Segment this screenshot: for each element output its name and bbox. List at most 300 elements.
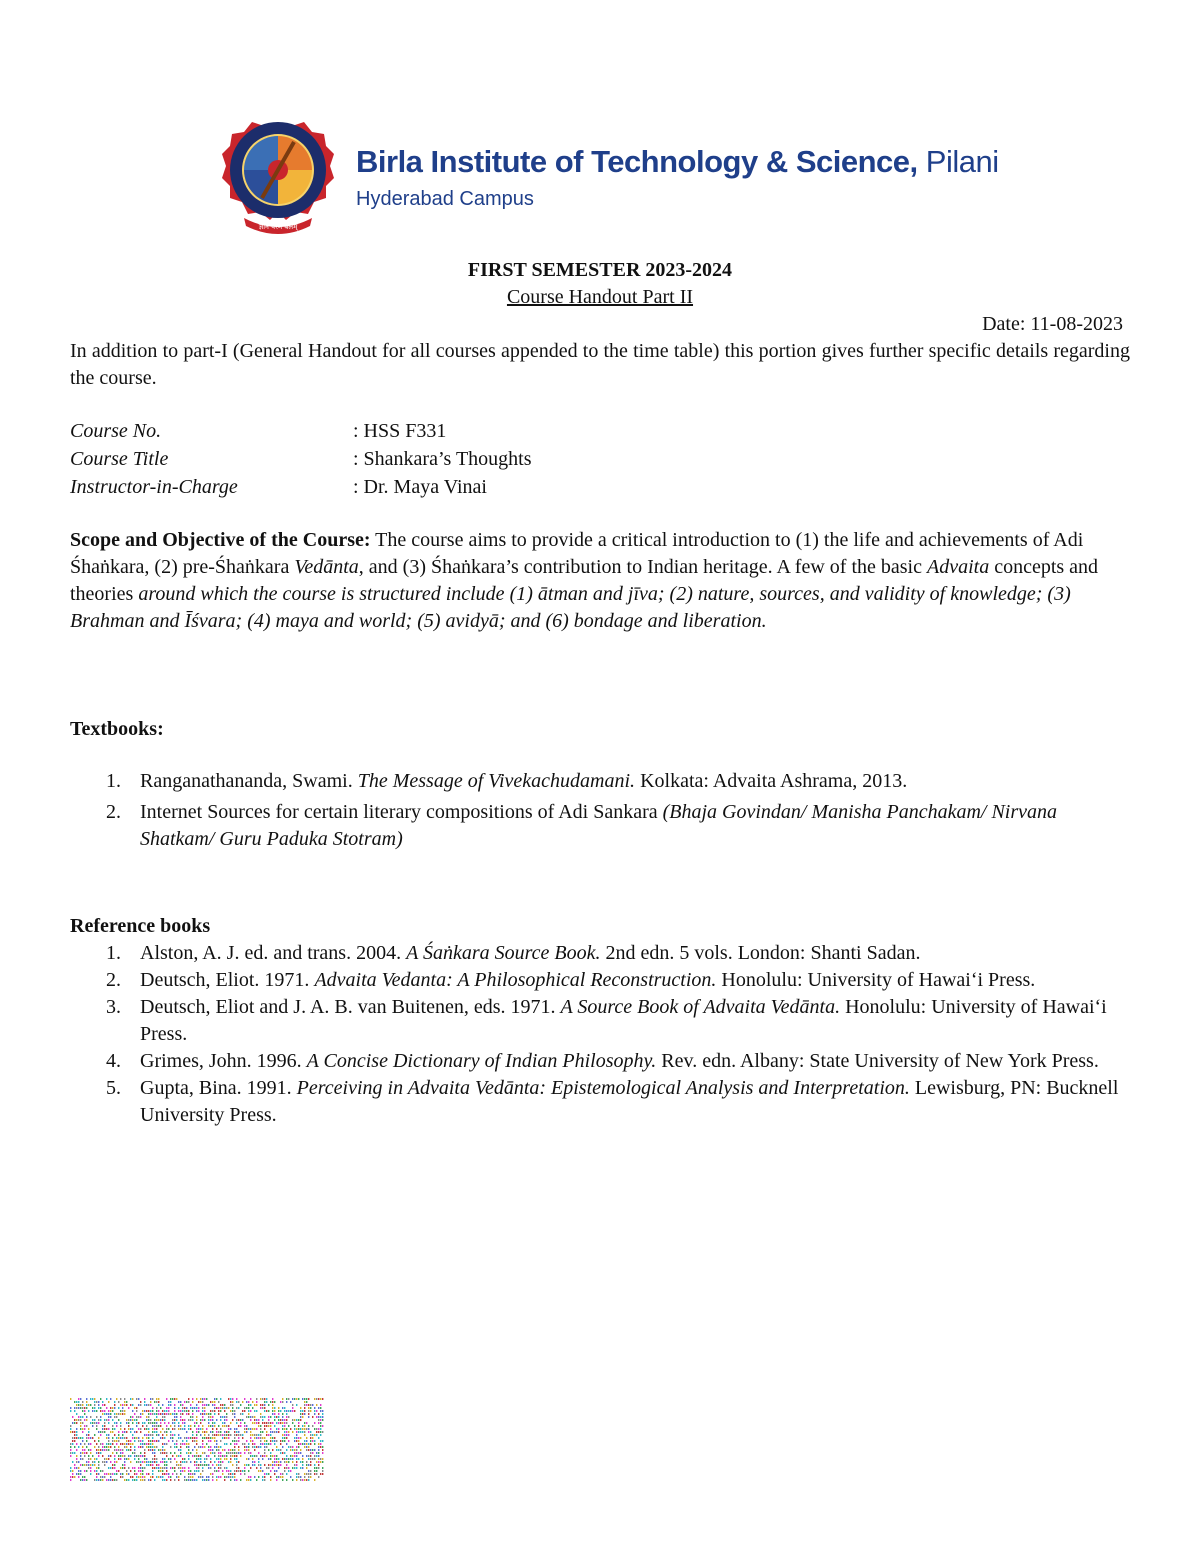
barcode-bar bbox=[160, 1449, 161, 1451]
barcode-bar bbox=[124, 1446, 125, 1448]
barcode-bar bbox=[316, 1434, 317, 1436]
barcode-bar bbox=[264, 1437, 265, 1439]
barcode-bar bbox=[134, 1437, 135, 1439]
barcode-bar bbox=[258, 1422, 259, 1424]
barcode-bar bbox=[234, 1479, 235, 1481]
barcode-bar bbox=[92, 1410, 93, 1412]
barcode-bar bbox=[196, 1461, 197, 1463]
barcode-bar bbox=[250, 1404, 251, 1406]
barcode-bar bbox=[306, 1404, 307, 1406]
barcode-bar bbox=[206, 1458, 207, 1460]
barcode-bar bbox=[114, 1458, 115, 1460]
barcode-bar bbox=[104, 1473, 105, 1475]
barcode-bar bbox=[162, 1434, 163, 1436]
book-author: Gupta, Bina. 1991. bbox=[140, 1077, 297, 1099]
barcode-bar bbox=[110, 1476, 111, 1478]
barcode-bar bbox=[212, 1416, 213, 1418]
barcode-bar bbox=[190, 1428, 191, 1430]
barcode-bar bbox=[294, 1428, 295, 1430]
barcode-bar bbox=[254, 1455, 255, 1457]
barcode-bar bbox=[268, 1404, 269, 1406]
barcode-bar bbox=[266, 1401, 267, 1403]
barcode-bar bbox=[304, 1476, 305, 1478]
barcode-bar bbox=[120, 1467, 121, 1469]
barcode-bar bbox=[292, 1419, 293, 1421]
barcode-bar bbox=[144, 1467, 145, 1469]
barcode-bar bbox=[262, 1443, 263, 1445]
barcode-bar bbox=[192, 1416, 193, 1418]
barcode-bar bbox=[182, 1407, 183, 1409]
barcode-bar bbox=[244, 1449, 245, 1451]
barcode-bar bbox=[220, 1452, 221, 1454]
barcode-bar bbox=[288, 1431, 289, 1433]
barcode-bar bbox=[204, 1410, 205, 1412]
barcode-bar bbox=[204, 1407, 205, 1409]
barcode-bar bbox=[136, 1461, 137, 1463]
barcode-bar bbox=[146, 1434, 147, 1436]
barcode-bar bbox=[132, 1437, 133, 1439]
barcode-bar bbox=[76, 1404, 77, 1406]
barcode-bar bbox=[158, 1476, 159, 1478]
barcode-bar bbox=[210, 1419, 211, 1421]
barcode-bar bbox=[138, 1458, 139, 1460]
barcode-bar bbox=[276, 1476, 277, 1478]
barcode-bar bbox=[104, 1419, 105, 1421]
barcode-bar bbox=[76, 1443, 77, 1445]
barcode-bar bbox=[212, 1425, 213, 1427]
barcode-bar bbox=[312, 1458, 313, 1460]
barcode-bar bbox=[236, 1470, 237, 1472]
barcode-bar bbox=[304, 1434, 305, 1436]
barcode-bar bbox=[264, 1479, 265, 1481]
barcode-bar bbox=[300, 1449, 301, 1451]
barcode-bar bbox=[318, 1455, 319, 1457]
barcode-bar bbox=[162, 1470, 163, 1472]
barcode-bar bbox=[146, 1443, 147, 1445]
barcode-bar bbox=[78, 1446, 79, 1448]
barcode-bar bbox=[70, 1452, 71, 1454]
barcode-bar bbox=[282, 1413, 283, 1415]
barcode-bar bbox=[152, 1473, 153, 1475]
barcode-bar bbox=[292, 1431, 293, 1433]
barcode-bar bbox=[188, 1419, 189, 1421]
barcode-bar bbox=[112, 1407, 113, 1409]
barcode-bar bbox=[182, 1443, 183, 1445]
barcode-bar bbox=[86, 1470, 87, 1472]
barcode-bar bbox=[204, 1419, 205, 1421]
barcode-bar bbox=[302, 1413, 303, 1415]
barcode-bar bbox=[290, 1410, 291, 1412]
barcode-bar bbox=[308, 1455, 309, 1457]
barcode-bar bbox=[116, 1473, 117, 1475]
barcode-bar bbox=[132, 1443, 133, 1445]
barcode-bar bbox=[186, 1431, 187, 1433]
barcode-bar bbox=[222, 1473, 223, 1475]
barcode-bar bbox=[72, 1422, 73, 1424]
barcode-bar bbox=[126, 1437, 127, 1439]
barcode-bar bbox=[86, 1434, 87, 1436]
book-author: Deutsch, Eliot and J. A. B. van Buitenen, eds. 1971. bbox=[140, 996, 561, 1018]
barcode-bar bbox=[88, 1404, 89, 1406]
barcode-bar bbox=[270, 1443, 271, 1445]
barcode-bar bbox=[128, 1458, 129, 1460]
barcode-bar bbox=[164, 1410, 165, 1412]
barcode-bar bbox=[248, 1416, 249, 1418]
barcode-bar bbox=[262, 1422, 263, 1424]
barcode-bar bbox=[278, 1416, 279, 1418]
barcode-bar bbox=[218, 1431, 219, 1433]
barcode-bar bbox=[212, 1449, 213, 1451]
barcode-bar bbox=[108, 1401, 109, 1403]
barcode-bar bbox=[276, 1461, 277, 1463]
barcode-bar bbox=[226, 1476, 227, 1478]
barcode-bar bbox=[176, 1464, 177, 1466]
barcode-bar bbox=[94, 1458, 95, 1460]
barcode-bar bbox=[276, 1455, 277, 1457]
barcode-bar bbox=[252, 1416, 253, 1418]
barcode-bar bbox=[252, 1422, 253, 1424]
barcode-bar bbox=[214, 1461, 215, 1463]
barcode-bar bbox=[72, 1431, 73, 1433]
barcode-bar bbox=[270, 1434, 271, 1436]
barcode-bar bbox=[196, 1479, 197, 1481]
barcode-bar bbox=[182, 1422, 183, 1424]
barcode-bar bbox=[166, 1413, 167, 1415]
barcode-bar bbox=[100, 1470, 101, 1472]
barcode-bar bbox=[272, 1461, 273, 1463]
barcode-bar bbox=[72, 1437, 73, 1439]
barcode-bar bbox=[184, 1425, 185, 1427]
barcode-bar bbox=[278, 1464, 279, 1466]
barcode-bar bbox=[74, 1440, 75, 1442]
barcode-bar bbox=[178, 1455, 179, 1457]
barcode-bar bbox=[220, 1428, 221, 1430]
barcode-bar bbox=[188, 1413, 189, 1415]
barcode-bar bbox=[134, 1455, 135, 1457]
barcode-bar bbox=[218, 1410, 219, 1412]
barcode-bar bbox=[134, 1479, 135, 1481]
barcode-bar bbox=[322, 1449, 323, 1451]
barcode-bar bbox=[286, 1473, 287, 1475]
barcode-bar bbox=[142, 1410, 143, 1412]
barcode-bar bbox=[96, 1443, 97, 1445]
barcode-bar bbox=[94, 1398, 95, 1400]
barcode-bar bbox=[276, 1464, 277, 1466]
barcode-bar bbox=[310, 1470, 311, 1472]
barcode-bar bbox=[172, 1413, 173, 1415]
barcode-bar bbox=[192, 1449, 193, 1451]
barcode-bar bbox=[138, 1428, 139, 1430]
barcode-bar bbox=[278, 1419, 279, 1421]
barcode-bar bbox=[226, 1425, 227, 1427]
barcode-bar bbox=[178, 1428, 179, 1430]
barcode-bar bbox=[94, 1470, 95, 1472]
barcode-bar bbox=[296, 1455, 297, 1457]
barcode-bar bbox=[108, 1437, 109, 1439]
barcode-bar bbox=[284, 1437, 285, 1439]
barcode-bar bbox=[316, 1404, 317, 1406]
barcode-bar bbox=[272, 1413, 273, 1415]
barcode-bar bbox=[156, 1440, 157, 1442]
barcode-bar bbox=[318, 1443, 319, 1445]
barcode-bar bbox=[72, 1416, 73, 1418]
barcode-bar bbox=[244, 1470, 245, 1472]
barcode-bar bbox=[88, 1449, 89, 1451]
barcode-bar bbox=[194, 1455, 195, 1457]
barcode-bar bbox=[116, 1437, 117, 1439]
barcode-bar bbox=[298, 1440, 299, 1442]
barcode-bar bbox=[210, 1449, 211, 1451]
barcode-bar bbox=[286, 1461, 287, 1463]
barcode-bar bbox=[130, 1440, 131, 1442]
barcode-bar bbox=[204, 1404, 205, 1406]
barcode-bar bbox=[182, 1440, 183, 1442]
barcode-bar bbox=[202, 1476, 203, 1478]
barcode-bar bbox=[192, 1410, 193, 1412]
barcode-bar bbox=[138, 1461, 139, 1463]
barcode-bar bbox=[178, 1410, 179, 1412]
barcode-bar bbox=[98, 1440, 99, 1442]
barcode-bar bbox=[308, 1416, 309, 1418]
barcode-bar bbox=[230, 1401, 231, 1403]
barcode-bar bbox=[304, 1401, 305, 1403]
barcode-bar bbox=[136, 1419, 137, 1421]
barcode-bar bbox=[80, 1455, 81, 1457]
barcode-bar bbox=[132, 1476, 133, 1478]
barcode-bar bbox=[96, 1401, 97, 1403]
barcode-bar bbox=[304, 1431, 305, 1433]
barcode-bar bbox=[86, 1407, 87, 1409]
barcode-bar bbox=[274, 1419, 275, 1421]
barcode-bar bbox=[148, 1419, 149, 1421]
barcode-bar bbox=[218, 1467, 219, 1469]
barcode-bar bbox=[296, 1398, 297, 1400]
barcode-bar bbox=[200, 1401, 201, 1403]
barcode-bar bbox=[150, 1440, 151, 1442]
barcode-bar bbox=[114, 1434, 115, 1436]
barcode-bar bbox=[322, 1440, 323, 1442]
barcode-bar bbox=[124, 1431, 125, 1433]
barcode-bar bbox=[242, 1401, 243, 1403]
barcode-bar bbox=[146, 1437, 147, 1439]
barcode-bar bbox=[158, 1413, 159, 1415]
barcode-bar bbox=[268, 1419, 269, 1421]
barcode-bar bbox=[256, 1422, 257, 1424]
barcode-bar bbox=[82, 1458, 83, 1460]
barcode-bar bbox=[142, 1440, 143, 1442]
barcode-bar bbox=[290, 1470, 291, 1472]
barcode-bar bbox=[154, 1446, 155, 1448]
barcode-bar bbox=[84, 1464, 85, 1466]
barcode-bar bbox=[260, 1434, 261, 1436]
barcode-bar bbox=[198, 1410, 199, 1412]
barcode-bar bbox=[74, 1431, 75, 1433]
barcode-bar bbox=[268, 1464, 269, 1466]
barcode-bar bbox=[292, 1467, 293, 1469]
barcode-bar bbox=[174, 1467, 175, 1469]
barcode-bar bbox=[170, 1431, 171, 1433]
barcode-bar bbox=[216, 1440, 217, 1442]
barcode-bar bbox=[100, 1449, 101, 1451]
barcode-bar bbox=[168, 1428, 169, 1430]
barcode-bar bbox=[254, 1464, 255, 1466]
barcode-bar bbox=[264, 1425, 265, 1427]
barcode-bar bbox=[250, 1437, 251, 1439]
barcode-bar bbox=[80, 1452, 81, 1454]
barcode-bar bbox=[162, 1479, 163, 1481]
barcode-bar bbox=[80, 1419, 81, 1421]
barcode-bar bbox=[100, 1398, 101, 1400]
barcode-bar bbox=[142, 1461, 143, 1463]
barcode-bar bbox=[126, 1479, 127, 1481]
barcode-bar bbox=[272, 1464, 273, 1466]
barcode-bar bbox=[300, 1407, 301, 1409]
barcode-bar bbox=[76, 1413, 77, 1415]
barcode-bar bbox=[274, 1431, 275, 1433]
barcode-bar bbox=[102, 1431, 103, 1433]
barcode-bar bbox=[248, 1479, 249, 1481]
barcode-bar bbox=[118, 1446, 119, 1448]
barcode-bar bbox=[248, 1428, 249, 1430]
barcode-bar bbox=[298, 1443, 299, 1445]
barcode-bar bbox=[210, 1416, 211, 1418]
barcode-bar bbox=[116, 1479, 117, 1481]
barcode-bar bbox=[134, 1470, 135, 1472]
barcode-bar bbox=[178, 1422, 179, 1424]
barcode-bar bbox=[272, 1455, 273, 1457]
barcode-bar bbox=[84, 1410, 85, 1412]
barcode-bar bbox=[84, 1413, 85, 1415]
barcode-bar bbox=[76, 1401, 77, 1403]
barcode-bar bbox=[106, 1479, 107, 1481]
barcode-bar bbox=[298, 1419, 299, 1421]
barcode-bar bbox=[274, 1458, 275, 1460]
barcode-bar bbox=[202, 1401, 203, 1403]
barcode-bar bbox=[224, 1449, 225, 1451]
barcode-bar bbox=[318, 1422, 319, 1424]
handout-subtitle-text: Course Handout Part II bbox=[506, 286, 694, 308]
barcode-bar bbox=[196, 1428, 197, 1430]
barcode-bar bbox=[166, 1467, 167, 1469]
barcode-bar bbox=[308, 1443, 309, 1445]
barcode-bar bbox=[160, 1419, 161, 1421]
barcode-bar bbox=[252, 1464, 253, 1466]
barcode-bar bbox=[206, 1455, 207, 1457]
barcode-bar bbox=[310, 1434, 311, 1436]
barcode-bar bbox=[266, 1440, 267, 1442]
barcode-bar bbox=[224, 1407, 225, 1409]
barcode-bar bbox=[74, 1419, 75, 1421]
barcode-bar bbox=[80, 1473, 81, 1475]
barcode-bar bbox=[134, 1458, 135, 1460]
barcode-bar bbox=[100, 1443, 101, 1445]
barcode-bar bbox=[90, 1437, 91, 1439]
barcode-bar bbox=[78, 1416, 79, 1418]
barcode-bar bbox=[302, 1428, 303, 1430]
barcode-bar bbox=[120, 1404, 121, 1406]
barcode-bar bbox=[172, 1419, 173, 1421]
barcode-bar bbox=[126, 1458, 127, 1460]
barcode-bar bbox=[178, 1449, 179, 1451]
barcode-bar bbox=[112, 1464, 113, 1466]
barcode-bar bbox=[152, 1467, 153, 1469]
barcode-bar bbox=[150, 1410, 151, 1412]
barcode-bar bbox=[220, 1404, 221, 1406]
barcode-bar bbox=[78, 1419, 79, 1421]
barcode-bar bbox=[100, 1410, 101, 1412]
barcode-bar bbox=[316, 1473, 317, 1475]
barcode-bar bbox=[252, 1428, 253, 1430]
barcode-bar bbox=[208, 1455, 209, 1457]
barcode-bar bbox=[132, 1434, 133, 1436]
barcode-bar bbox=[86, 1401, 87, 1403]
barcode-bar bbox=[208, 1440, 209, 1442]
barcode-bar bbox=[122, 1407, 123, 1409]
barcode-bar bbox=[240, 1404, 241, 1406]
barcode-bar bbox=[248, 1410, 249, 1412]
book-publisher: Rev. edn. Albany: State University of New York Press. bbox=[656, 1050, 1099, 1072]
barcode-bar bbox=[318, 1449, 319, 1451]
barcode-bar bbox=[274, 1470, 275, 1472]
barcode-bar bbox=[312, 1425, 313, 1427]
barcode-bar bbox=[132, 1422, 133, 1424]
barcode-bar bbox=[70, 1470, 71, 1472]
barcode-bar bbox=[186, 1479, 187, 1481]
barcode-bar bbox=[318, 1452, 319, 1454]
barcode-bar bbox=[292, 1449, 293, 1451]
barcode-bar bbox=[74, 1434, 75, 1436]
barcode-bar bbox=[102, 1461, 103, 1463]
barcode-bar bbox=[322, 1446, 323, 1448]
barcode-bar bbox=[236, 1467, 237, 1469]
barcode-bar bbox=[178, 1464, 179, 1466]
barcode-bar bbox=[236, 1458, 237, 1460]
barcode-bar bbox=[296, 1431, 297, 1433]
barcode-bar bbox=[174, 1434, 175, 1436]
barcode-bar bbox=[294, 1419, 295, 1421]
barcode-bar bbox=[248, 1443, 249, 1445]
barcode-bar bbox=[246, 1425, 247, 1427]
barcode-bar bbox=[236, 1434, 237, 1436]
barcode-bar bbox=[188, 1428, 189, 1430]
barcode-bar bbox=[128, 1419, 129, 1421]
barcode-bar bbox=[170, 1413, 171, 1415]
barcode-bar bbox=[242, 1443, 243, 1445]
barcode-bar bbox=[142, 1476, 143, 1478]
barcode-bar bbox=[110, 1431, 111, 1433]
barcode-bar bbox=[162, 1437, 163, 1439]
barcode-bar bbox=[120, 1398, 121, 1400]
barcode-bar bbox=[84, 1479, 85, 1481]
barcode-bar bbox=[114, 1428, 115, 1430]
barcode-bar bbox=[138, 1416, 139, 1418]
barcode-bar bbox=[102, 1404, 103, 1406]
barcode-bar bbox=[82, 1428, 83, 1430]
barcode-bar bbox=[114, 1404, 115, 1406]
barcode-bar bbox=[308, 1446, 309, 1448]
barcode-bar bbox=[162, 1458, 163, 1460]
barcode-bar bbox=[138, 1446, 139, 1448]
barcode-bar bbox=[306, 1401, 307, 1403]
barcode-bar bbox=[296, 1440, 297, 1442]
barcode-bar bbox=[276, 1428, 277, 1430]
barcode-bar bbox=[120, 1449, 121, 1451]
barcode-bar bbox=[214, 1452, 215, 1454]
barcode-bar bbox=[260, 1470, 261, 1472]
barcode-bar bbox=[150, 1413, 151, 1415]
barcode-bar bbox=[284, 1428, 285, 1430]
barcode-bar bbox=[152, 1431, 153, 1433]
